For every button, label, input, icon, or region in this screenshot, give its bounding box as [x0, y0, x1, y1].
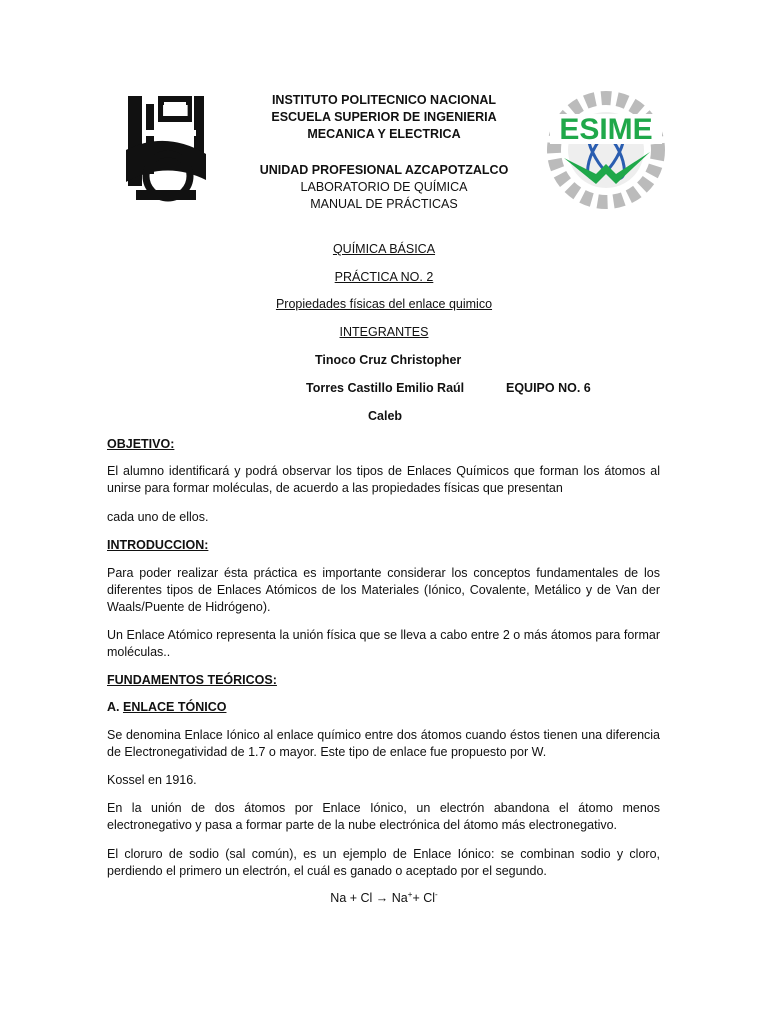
lab-name: LABORATORIO DE QUÍMICA [300, 180, 468, 194]
section-a-paragraph-2: Kossel en 1916. [107, 773, 197, 787]
chemical-equation: Na + Cl → Na++ Cl- [330, 890, 438, 906]
section-a-paragraph-4: El cloruro de sodio (sal común), es un ejemplo de Enlace Iónico: se combinan sodio y cloro, perdiendo el primero un electrón, el cuál es ganado o aceptado por el segundo. [107, 847, 660, 878]
section-a-heading: A. ENLACE TÓNICO [107, 700, 227, 714]
ipn-logo [106, 90, 224, 210]
fundamentals-heading: FUNDAMENTOS TEÓRICOS: [107, 673, 277, 687]
subject-title: QUÍMICA BÁSICA [332, 242, 436, 256]
objective-heading: OBJETIVO: [107, 437, 175, 451]
intro-paragraph-2: Un Enlace Atómico representa la unión física que se lleva a cabo entre 2 o más átomos para formar moléculas.. [107, 628, 660, 659]
institution-name: INSTITUTO POLITECNICO NACIONAL ESCUELA SUPERIOR DE INGENIERIA MECANICA Y ELECTRICA [271, 93, 497, 141]
member-3: Caleb [368, 409, 403, 423]
team-number: EQUIPO NO. 6 [506, 381, 591, 395]
objective-paragraph: El alumno identificará y podrá observar los tipos de Enlaces Químicos que forman los átomos al unirse para formar moléculas, de acuerdo a las propiedades físicas que presentan [107, 464, 660, 495]
svg-text:ESIME: ESIME [559, 113, 653, 146]
practice-number: PRÁCTICA NO. 2 [334, 270, 434, 284]
section-a-paragraph-1: Se denomina Enlace Iónico al enlace químico entre dos átomos cuando éstos tienen una diferencia de Electronegatividad de 1.7 o mayor. Este tipo de enlace fue propuesto por W. [107, 728, 660, 759]
intro-heading: INTRODUCCION: [107, 538, 209, 552]
esime-logo [546, 88, 666, 210]
members-label: INTEGRANTES [339, 325, 429, 339]
objective-continuation: cada uno de ellos. [107, 510, 209, 524]
member-2: Torres Castillo Emilio Raúl [306, 381, 465, 395]
section-a-paragraph-3: En la unión de dos átomos por Enlace Iónico, un electrón abandona el átomo menos electronegativo y pasa a formar parte de la nube electrónica del átomo más electronegativo. [107, 801, 660, 832]
practice-topic: Propiedades físicas del enlace quimico [275, 297, 493, 311]
svg-text:IPN: IPN [162, 103, 189, 120]
manual-name: MANUAL DE PRÁCTICAS [310, 197, 458, 211]
intro-paragraph-1: Para poder realizar ésta práctica es importante considerar los conceptos fundamentales de los diferentes tipos de Enlaces Atómicos de los Materiales (Iónico, Covalente, Metálico y de Van der Waals/Puente de Hidrógeno). [107, 566, 660, 614]
member-1: Tinoco Cruz Christopher [315, 353, 462, 367]
unit-name: UNIDAD PROFESIONAL AZCAPOTZALCO [259, 163, 509, 177]
